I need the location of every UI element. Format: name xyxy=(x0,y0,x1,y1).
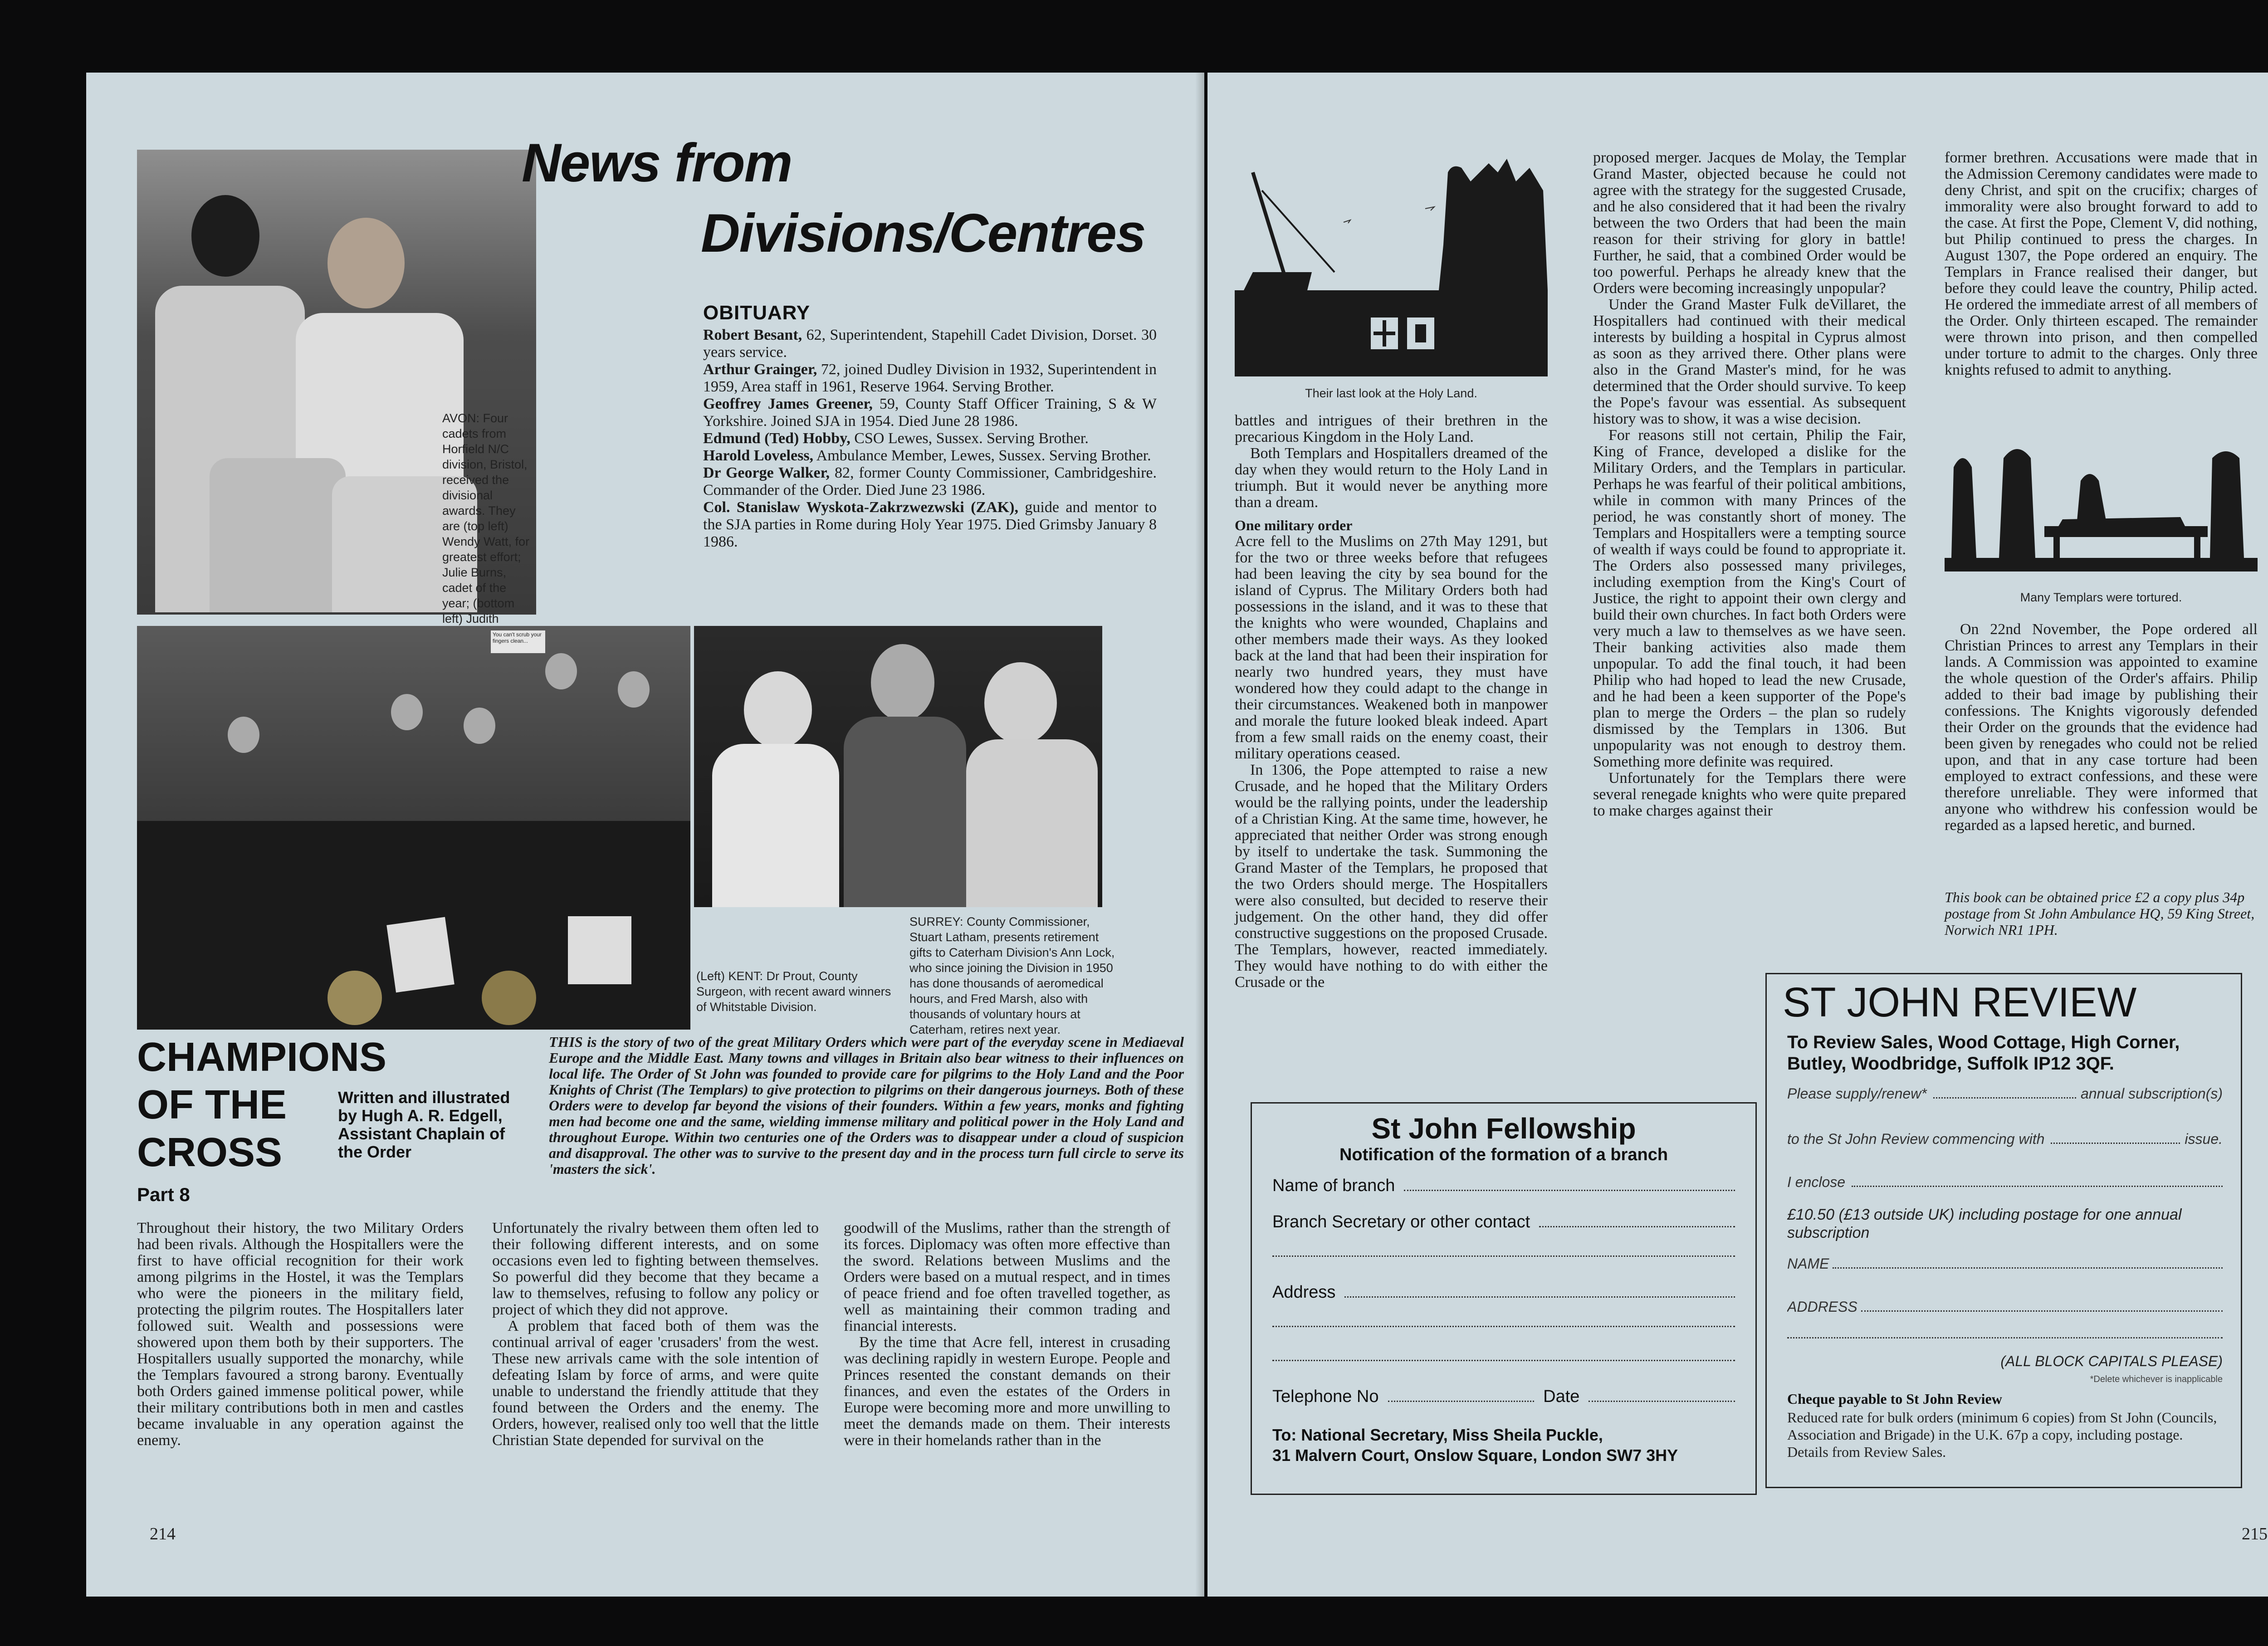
obituary-name: Geoffrey James Greener, xyxy=(703,396,873,412)
obituary-entry xyxy=(703,447,1157,464)
fellowship-form xyxy=(1251,1102,1757,1495)
kent-division-photo xyxy=(137,626,690,1030)
champions-title-1: CHAMPIONS xyxy=(137,1035,387,1080)
page-number-right: 215 xyxy=(2242,1524,2268,1543)
review-address-2: Butley, Woodbridge, Suffolk IP12 3QF. xyxy=(1787,1054,2114,1074)
commencing-with-label: to the St John Review commencing with xyxy=(1787,1131,2045,1147)
obituary-text: Ambulance Member, Lewes, Sussex. Serving Brother. xyxy=(813,447,1151,464)
book-note: This book can be obtained price £2 a copy plus 34p postage from St John Ambulance HQ, 59 King Street, Norwich NR1 1PH. xyxy=(1945,889,2255,938)
review-subscription-form xyxy=(1765,973,2242,1488)
byline: Written and illustrated by Hugh A. R. Edgell, Assistant Chaplain of the Order xyxy=(338,1088,510,1161)
article-col-3 xyxy=(844,1220,1170,1449)
article-col-1 xyxy=(137,1220,464,1449)
cheque-heading: Cheque payable to St John Review xyxy=(1787,1391,2002,1407)
obituary-text: 72, joined Dudley Division in 1932, Superintendent in 1959, Area staff in 1961, Reserve 1964. Serving Brother. xyxy=(703,361,1157,395)
telephone-field[interactable] xyxy=(1272,1387,1735,1407)
branch-secretary-line-2[interactable] xyxy=(1272,1255,1735,1257)
name-label: NAME xyxy=(1787,1255,1829,1272)
article-col-2 xyxy=(492,1220,819,1449)
annual-subscriptions-label: annual subscription(s) xyxy=(2080,1085,2223,1102)
colB1-text: proposed merger. Jacques de Molay, the Templar Grand Master, objected because he could not agree with the strategy for the suggested Crusade, and he also considered that it had been the rivalry between the two Orders that had been the main reason for their striving for glory in battle! Further, he said, that a combined Order would be too powerful. Perhaps he already knew that the Orders were becoming increasingly unpopular? xyxy=(1593,149,1906,297)
review-title: ST JOHN REVIEW xyxy=(1783,979,2137,1026)
address-field[interactable] xyxy=(1272,1283,1735,1302)
issue-label: issue. xyxy=(2185,1131,2223,1147)
telephone-label: Telephone No xyxy=(1272,1387,1379,1406)
holy-land-illustration xyxy=(1235,154,1548,376)
obituary-entry xyxy=(703,396,1157,430)
delete-note: *Delete whichever is inapplicable xyxy=(2090,1374,2223,1384)
col3a-text: goodwill of the Muslims, rather than the strength of its forces. Diplomacy was often more effective than the sword. Relations between Muslims and the Orders were based on a mutual respect, and in times of peace friend and foe often travelled together, as well as maintaining their common trading and financial interests. xyxy=(844,1220,1170,1334)
part-label: Part 8 xyxy=(137,1184,190,1205)
left-page xyxy=(86,73,1204,1597)
avon-caption: AVON: Four cadets from Horfield N/C division, Bristol, received the divisional awards. They are (top left) Wendy Watt, for greatest effort; Julie Burns, cadet of the year; (bottom left) Judith xyxy=(442,411,530,625)
col2b-text: A problem that faced both of them was the continual arrival of eager 'crusaders' from the west. These new arrivals came with the sole intention of defeating Islam by force of arms, and were quite unable to understand the friendly attitude that they found between the Orders and the enemy. The Orders, however, realised only too well that the little Christian State depended for survival on the xyxy=(492,1318,819,1449)
supply-renew-label: Please supply/renew* xyxy=(1787,1085,1927,1102)
obituary-entry xyxy=(703,327,1157,361)
colA2-text: Both Templars and Hospitallers dreamed of the day when they would return to the Holy Land in triumph. But it would never be anything more than a dream. xyxy=(1235,445,1548,511)
fellowship-title: St John Fellowship xyxy=(1371,1112,1636,1145)
surrey-retirement-photo xyxy=(694,626,1102,907)
colB2-text: Under the Grand Master Fulk deVillaret, the Hospitallers had continued with their medical interests by building a hospital in Cyprus almost as soon as they arrived there. Other plans were also in the Grand Master's mind, for he was determined that the Order should survive. To keep the Pope's favour was essential. As subsequent history was to show, it was a wise decision. xyxy=(1593,296,1906,427)
col1-text: Throughout their history, the two Military Orders had been rivals. Although the Hospitallers were the first to have official recognition for their work among pilgrims in the Hostel, it was the Templars who were the pioneers in the military field, protecting the pilgrim routes. The Hospitallers later followed suit. Wealth and possessions were showered upon them both by their supporters. The Hospitallers usually supported the monarchy, while the Templars favoured a strong barony. Eventually both Orders gained immense political power, while their military contributions both in men and castles became invaluable in any operation against the enemy. xyxy=(137,1220,464,1449)
name-field[interactable] xyxy=(1787,1255,2223,1272)
fellowship-footer-1: To: National Secretary, Miss Sheila Puckle, xyxy=(1272,1426,1603,1444)
obituary-name: Harold Loveless, xyxy=(703,447,814,464)
obituary-list xyxy=(703,327,1157,551)
colA4-text: In 1306, the Pope attempted to raise a new Crusade, and he hoped that the Military Orders would be the rallying points, under the leadership of a Christian King. At the same time, however, he appreciated that neither Order was strong enough by itself to undertake the task. Summoning the Grand Master of the Templars, he proposed that the two Orders should merge. The Hospitallers were also consulted, but decided to reserve their judgement. On the other hand, they did offer constructive suggestions on the proposed Crusade. The Templars, however, reacted immediately. They would have nothing to do with either the Crusade or the xyxy=(1235,762,1548,991)
right-col-c xyxy=(1945,150,2258,378)
page-number-left: 214 xyxy=(150,1524,176,1543)
champions-title-3: CROSS xyxy=(137,1130,283,1175)
price-text: £10.50 (£13 outside UK) including postage for one annual subscription xyxy=(1787,1206,2182,1241)
obituary-name: Edmund (Ted) Hobby, xyxy=(703,430,850,447)
block-capitals-note: (ALL BLOCK CAPITALS PLEASE) xyxy=(2000,1353,2223,1369)
right-page xyxy=(1207,73,2268,1597)
obituary-text: 59, County Staff Officer Training, S & W Yorkshire. Joined SJA in 1954. Died June 28 1986. xyxy=(703,396,1157,430)
colB4-text: Unfortunately for the Templars there were several renegade knights who were quite prepared to make charges against their xyxy=(1593,770,1906,819)
right-col-a xyxy=(1235,413,1548,991)
obituary-heading: OBITUARY xyxy=(703,302,811,324)
name-of-branch-label: Name of branch xyxy=(1272,1176,1395,1195)
address-label: Address xyxy=(1272,1283,1336,1302)
date-label: Date xyxy=(1543,1387,1580,1406)
obituary-name: Arthur Grainger, xyxy=(703,361,817,378)
illus2-caption: Many Templars were tortured. xyxy=(2020,591,2182,604)
obituary-text: 82, former County Commissioner, Cambridgeshire. Commander of the Order. Died June 23 1986. xyxy=(703,464,1157,498)
branch-secretary-field[interactable] xyxy=(1272,1212,1735,1232)
col2a-text: Unfortunately the rivalry between them often led to their following different interests, and on some occasions even led to fighting between themselves. So powerful did they become that they became a law to themselves, refusing to follow any policy or project of which they did not approve. xyxy=(492,1220,819,1318)
one-military-order-subhead: One military order xyxy=(1235,517,1353,533)
obituary-entry xyxy=(703,499,1157,551)
colC1-text: former brethren. Accusations were made that in the Admission Ceremony candidates were made to deny Christ, and spit on the crucifix; charges of immorality were also brought forward to add to the case. At first the Pope, Clement V, did nothing, but Philip continued to press the charges. In August 1307, the Pope ordered an enquiry. The Templars in France realised their danger, but before they could leave the country, Philip acted. He ordered the immediate arrest of all members of the Order. Only thirteen escaped. The remainder were thrown into prison, and then compelled under torture to admit to the charges. Only three knights refused to admit to anything. xyxy=(1945,149,2258,378)
reduced-rate-text: Reduced rate for bulk orders (minimum 6 copies) from St John (Councils, Association and Brigade) in the U.K. 67p a copy, including postage. Details from Review Sales. xyxy=(1787,1409,2217,1460)
col3b-text: By the time that Acre fell, interest in crusading was declining rapidly in western Europe. People and Princes resented the constant demands on their finances, and even the estates of the Orders in Europe were becoming more and more unwilling to meet the demands made on them. Their interests were in their homelands rather than in the xyxy=(844,1334,1170,1449)
enclose-label: I enclose xyxy=(1787,1174,1846,1190)
address-line-3[interactable] xyxy=(1272,1360,1735,1361)
name-of-branch-field[interactable] xyxy=(1272,1176,1735,1196)
commencing-with-field[interactable] xyxy=(1787,1131,2223,1148)
torture-illustration xyxy=(1945,440,2258,571)
review-address-1: To Review Sales, Wood Cottage, High Corner, xyxy=(1787,1032,2180,1052)
kent-caption: (Left) KENT: Dr Prout, County Surgeon, with recent award winners of Whitstable Division. xyxy=(696,969,891,1014)
headline-news-from: News from xyxy=(522,132,792,193)
enclose-field[interactable] xyxy=(1787,1174,2223,1191)
address-field-review[interactable] xyxy=(1787,1299,2223,1315)
colC2-text: On 22nd November, the Pope ordered all Christian Princes to arrest any Templars in their lands. A Commission was appointed to examine the whole question of the Order's affairs. Philip added to their bad image by publishing their confessions. The Knights vigorously defended their Order on the grounds that the evidence had been given by renegades who could not be relied upon, and that in any case torture had been employed to extract confessions, and these were therefore unreliable. They were informed that anyone who withdrew his confession would be regarded as a lapsed heretic, and burned. xyxy=(1945,621,2258,834)
photo-sign-text: You can't scrub your fingers clean... xyxy=(493,631,542,644)
surrey-caption: SURREY: County Commissioner, Stuart Latham, presents retirement gifts to Caterham Division's Ann Lock, who since joining the Division in 1950 has done thousands of aeromedical hours, and Fred Marsh, also with thousands of voluntary hours at Caterham, retires next year. xyxy=(909,915,1115,1036)
colA3-text: Acre fell to the Muslims on 27th May 1291, but for the two or three weeks before that refugees had been leaving the city by sea bound for the island of Cyprus. The Military Orders both had possessions in the island, and it was to these that the knights who were wounded, Chaplains and other members made their ways. As they looked back at the land that had been their inspiration for nearly two hundred years, they must have wondered how they could adapt to the change in their circumstances. Weakened both in manpower and morale the future looked bleak indeed. Apart from a few small raids on the enemy coast, their military operations ceased. xyxy=(1235,533,1548,762)
intro-paragraph: THIS is the story of two of the great Military Orders which were part of the everyday scene in Mediaeval Europe and the Middle East. Many towns and villages in Britain also bear witness to their influences on local life. The Order of St John was founded to provide care for pilgrims to the Holy Land and the Poor Knights of Christ (The Templars) to give protection to pilgrims on their dangerous journeys. Both of these Orders were to develop far beyond the visions of their founders. Within a few years, monks and fighting men had become one and the same, wielding immense military and political power in the Holy Land and throughout Europe. Within two centuries one of the Orders was to disappear under a cloud of suspicion and disapproval. The other was to survive to the present day and in the process turn full circle to serve its 'masters the sick'. xyxy=(549,1034,1184,1177)
obituary-entry xyxy=(703,361,1157,396)
colB3-text: For reasons still not certain, Philip the Fair, King of France, developed a dislike for the Military Orders, and the Templars in particular. Perhaps he was fearful of their political ambitions, while in common with many Princes of the period, he was constantly short of money. The Templars and Hospitallers were a tempting source of wealth if ways could be found to appropriate it. The Orders also possessed many privileges, including exemption from the King's Court of Justice, the right to appoint their own clergy and build their own churches. In fact both Orders were very much a law to themselves as we have seen. Their banking activities also made them unpopular. To add the final touch, it had been Philip who had hoped to lead the new Crusade, and he had been a keen supporter of the Pope's plan to merge the Orders – the plan so rudely dismissed by the Templars in 1306. But unpopularity was not enough to destroy them. Something more definite was required. xyxy=(1593,427,1906,770)
obituary-text: guide and mentor to the SJA parties in Rome during Holy Year 1975. Died Grimsby January 8 1986. xyxy=(703,499,1157,550)
obituary-name: Robert Besant, xyxy=(703,327,802,343)
fellowship-subtitle: Notification of the formation of a branch xyxy=(1339,1145,1668,1164)
champions-title-2: OF THE xyxy=(137,1082,287,1128)
obituary-entry xyxy=(703,430,1157,447)
fellowship-footer-2: 31 Malvern Court, Onslow Square, London SW7 3HY xyxy=(1272,1446,1678,1465)
obituary-name: Col. Stanislaw Wyskota-Zakrzwezwski (ZAK), xyxy=(703,499,1018,516)
headline-divisions: Divisions/Centres xyxy=(701,203,1145,264)
obituary-text: 62, Superintendent, Stapehill Cadet Division, Dorset. 30 years service. xyxy=(703,327,1157,361)
obituary-text: CSO Lewes, Sussex. Serving Brother. xyxy=(850,430,1089,447)
supply-renew-field[interactable] xyxy=(1787,1085,2223,1102)
obituary-entry xyxy=(703,464,1157,499)
address-line-2[interactable] xyxy=(1272,1326,1735,1327)
branch-secretary-label: Branch Secretary or other contact xyxy=(1272,1212,1530,1231)
illus1-caption: Their last look at the Holy Land. xyxy=(1305,386,1477,400)
address-label-review: ADDRESS xyxy=(1787,1299,1857,1315)
address-line-review-2[interactable] xyxy=(1787,1337,2223,1338)
colA1-text: battles and intrigues of their brethren in the precarious Kingdom in the Holy Land. xyxy=(1235,412,1548,445)
right-col-b xyxy=(1593,150,1906,819)
right-col-c-2 xyxy=(1945,621,2258,834)
obituary-name: Dr George Walker, xyxy=(703,464,830,481)
